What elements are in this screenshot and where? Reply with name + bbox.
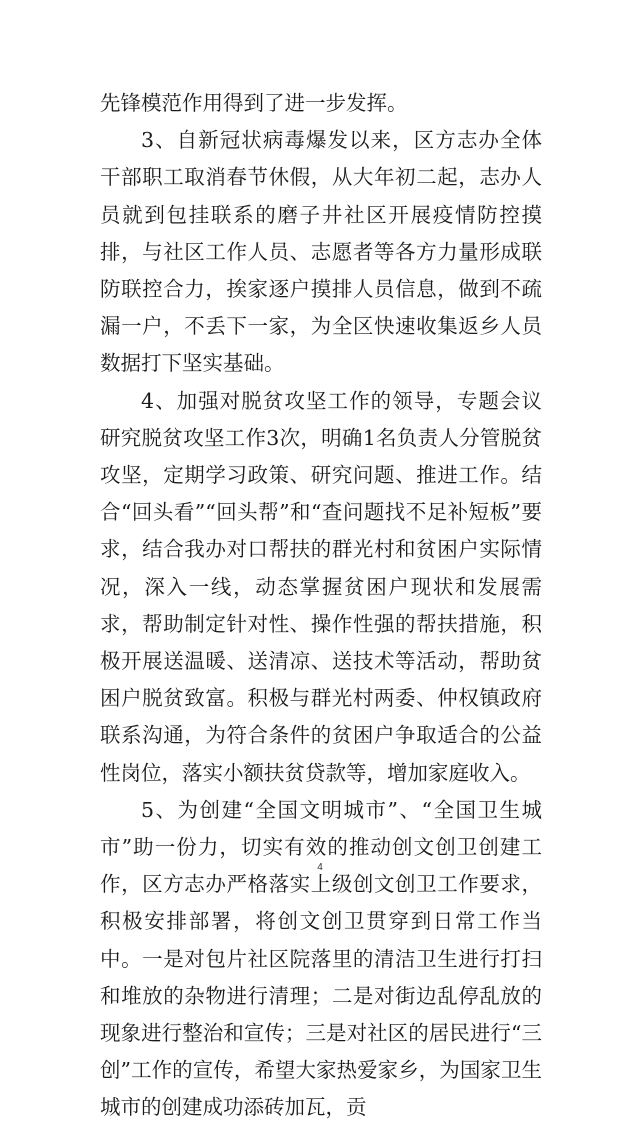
paragraph-item-4: 4、加强对脱贫攻坚工作的领导，专题会议研究脱贫攻坚工作3次，明确1名负责人分管脱贫攻坚，定期学习政策、研究问题、推进工作。结合“回头看”“回头帮”和“查问题找不足补短板”要求，结合我办对口帮扶的群光村和贫困户实际情况，深入一线，动态掌握贫困户现状和发展需求，帮助制定针对性、操作性强的帮扶措施，积极开展送温暖、送清凉、送技术等活动，帮助贫困户脱贫致富。积极与群光村两委、仲权镇政府联系沟通，为符合条件的贫困户争取适合的公益性岗位，落实小额扶贫贷款等，增加家庭收入。 <box>100 388 542 785</box>
page-number: 4 <box>317 862 323 873</box>
document-body <box>100 85 542 1127</box>
paragraph-item-3: 3、自新冠状病毒爆发以来，区方志办全体干部职工取消春节休假，从大年初二起，志办人员就到包挂联系的磨子井社区开展疫情防控摸排，与社区工作人员、志愿者等各方力量形成联防联控合力，挨家逐户摸排人员信息，做到不疏漏一户，不丢下一家，为全区快速收集返乡人员数据打下坚实基础。 <box>100 128 542 376</box>
paragraph-continuation: 先锋模范作用得到了进一步发挥。 <box>100 91 408 115</box>
paragraph-item-5: 5、为创建“全国文明城市”、“全国卫生城市”助一份力，切实有效的推动创文创卫创建工作，区方志办严格落实上级创文创卫工作要求，积极安排部署，将创文创卫贯穿到日常工作当中。一是对包片社区院落里的清洁卫生进行打扫和堆放的杂物进行清理；二是对街边乱停乱放的现象进行整治和宣传；三是对社区的居民进行“三创”工作的宣传，希望大家热爱家乡，为国家卫生城市的创建成功添砖加瓦，贡 <box>100 797 542 1120</box>
